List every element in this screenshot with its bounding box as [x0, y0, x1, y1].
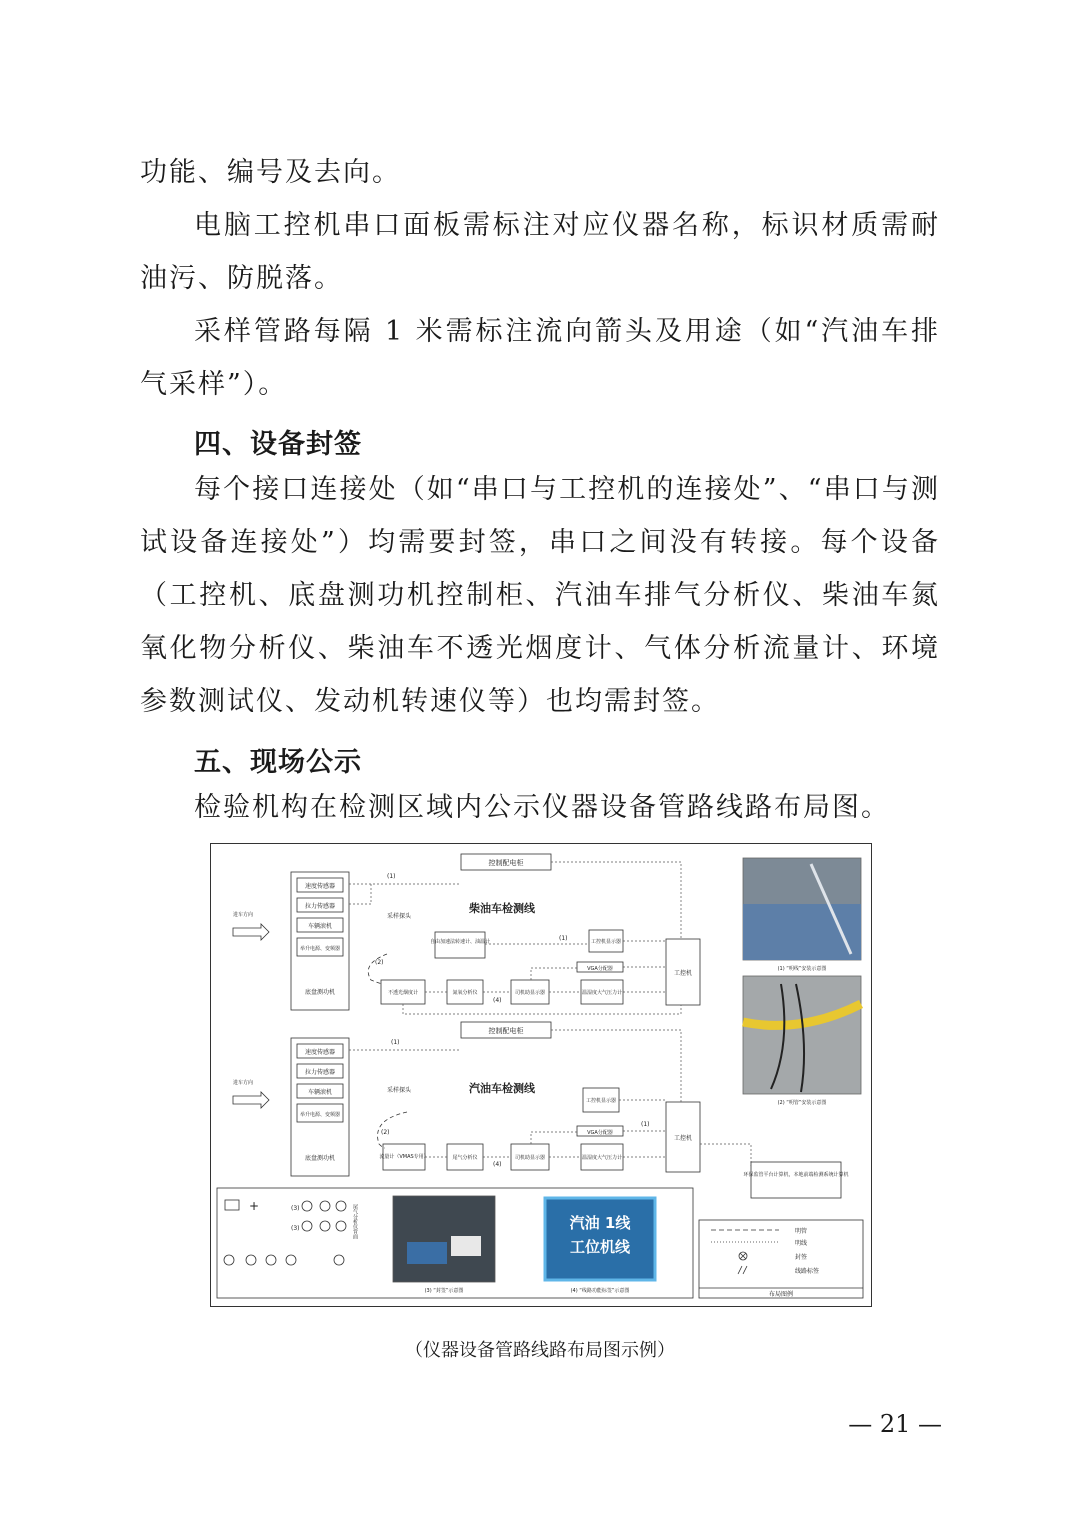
diesel-dyno-label: 底盘测功机 — [304, 989, 336, 996]
photo-caption-1: (1) “明线”安装示意图 — [777, 966, 827, 972]
legend-item-pipe: 明管 — [795, 1228, 808, 1235]
paragraph-2: 电脑工控机串口面板需标注对应仪器名称，标识材质需耐油污、防脱落。 — [140, 210, 940, 294]
gasoline-lift-power: 举升电源、变频器 — [299, 1112, 341, 1118]
legend-item-seal: 封签 — [795, 1254, 808, 1261]
layout-diagram — [211, 844, 871, 1306]
diesel-sensor-force: 拉力传感器 — [304, 903, 336, 910]
gasoline-flowmeter: 流量计（VMAS专用） — [379, 1154, 429, 1160]
panel-marker-3a: (3) — [291, 1205, 300, 1212]
gasoline-sensor-speed: 速度传感器 — [304, 1049, 336, 1056]
gasoline-direction-arrow — [233, 1092, 269, 1108]
diesel-vga: VGA分配器 — [587, 966, 613, 972]
diesel-driver-display: 司机助显示器 — [514, 990, 546, 996]
figure-caption: （仪器设备管路线路布局图示例） — [405, 1340, 675, 1361]
diesel-marker-1b: (1) — [559, 935, 568, 942]
photo-open-pipe — [743, 976, 861, 1094]
diesel-marker-4: (4) — [493, 997, 502, 1004]
sign-line-2: 工位机线 — [569, 1238, 631, 1256]
diesel-roller: 车辆滚机 — [307, 923, 333, 930]
gasoline-dyno-label: 底盘测功机 — [304, 1155, 336, 1162]
diesel-direction-label: 进车方向 — [233, 912, 254, 918]
panel-side-label: 尾气分析仪背面 — [352, 1204, 358, 1239]
legend-title: 布局图例 — [768, 1291, 794, 1298]
diesel-industrial-pc: 工控机 — [673, 970, 693, 977]
gasoline-direction-label: 进车方向 — [233, 1080, 254, 1086]
diesel-direction-arrow — [233, 924, 269, 940]
gasoline-marker-1b: (1) — [641, 1121, 650, 1128]
diesel-sensor-speed: 速度传感器 — [304, 883, 336, 890]
legend-item-tag: 线路标签 — [795, 1268, 820, 1275]
photo-caption-2: (2) “明管”安装示意图 — [777, 1100, 827, 1106]
gasoline-roller: 车辆滚机 — [307, 1089, 333, 1096]
heading-publicity: 五、现场公示 — [194, 747, 362, 778]
diesel-marker-2: (2) — [375, 959, 384, 966]
gasoline-vga: VGA分配器 — [587, 1130, 613, 1136]
legend-item-wire: 明线 — [795, 1240, 808, 1247]
gasoline-line-title: 汽油车检测线 — [469, 1082, 535, 1095]
heading-seals: 四、设备封签 — [194, 429, 362, 460]
gasoline-monitor: 工控机显示器 — [585, 1098, 617, 1104]
gasoline-sensor-force: 拉力传感器 — [304, 1069, 336, 1076]
diesel-line-title: 柴油车检测线 — [469, 902, 535, 915]
panel-marker-3b: (3) — [291, 1225, 300, 1232]
photo-caption-4: (4) “线路功能标签”示意图 — [570, 1288, 630, 1294]
diesel-lift-power: 举升电源、变频器 — [299, 946, 341, 952]
page-number: — 21 — — [848, 1410, 942, 1438]
platform-label: 环保监管平台计算机，本地前端检测系统计算机 — [743, 1172, 849, 1178]
gasoline-driver-display: 司机助显示器 — [514, 1155, 546, 1161]
diesel-probe-label: 采样探头 — [387, 913, 412, 920]
gasoline-marker-2: (2) — [381, 1129, 390, 1136]
diesel-cabinet-label: 控制配电柜 — [488, 859, 524, 867]
gasoline-marker-1: (1) — [391, 1039, 400, 1046]
layout-diagram-figure — [210, 843, 872, 1307]
diesel-smoke-meter: 不透光烟度计 — [387, 990, 419, 996]
paragraph-4: 每个接口连接处（如“串口与工控机的连接处”、“串口与测试设备连接处”）均需要封签，串口之间没有转接。每个设备（工控机、底盘测功机控制柜、汽油车排气分析仪、柴油车氮氧化物分析仪、柴油车不透光烟度计、气体分析流量计、环境参数测试仪、发动机转速仪等）也均需封签。 — [140, 474, 940, 717]
gasoline-cabinet-label: 控制配电柜 — [488, 1027, 524, 1035]
paragraph-1: 功能、编号及去向。 — [140, 157, 401, 188]
svg-text:+: + — [249, 1199, 260, 1213]
marker-1: (1) — [387, 873, 396, 880]
gasoline-marker-4: (4) — [493, 1161, 502, 1168]
diesel-monitor: 工控机显示器 — [590, 939, 622, 945]
gasoline-probe-label: 采样探头 — [387, 1087, 412, 1094]
platform-box — [751, 1162, 841, 1198]
legend-box — [699, 1220, 863, 1298]
diesel-nox-analyzer: 氮氧分析仪 — [452, 990, 478, 996]
diesel-accel-device: 自由加速法转速计、油温计 — [429, 939, 491, 945]
gasoline-analyzer: 尾气分析仪 — [452, 1155, 478, 1161]
photo-caption-3: (3) “封签”示意图 — [424, 1288, 464, 1294]
diesel-env-meter: 温湿度大气压力计 — [581, 990, 623, 996]
gasoline-industrial-pc: 工控机 — [673, 1135, 693, 1142]
paragraph-5: 检验机构在检测区域内公示仪器设备管路线路布局图。 — [194, 792, 890, 823]
gasoline-env-meter: 温湿度大气压力计 — [581, 1155, 623, 1161]
sign-line-1: 汽油 1线 — [569, 1214, 631, 1232]
paragraph-3: 采样管路每隔 1 米需标注流向箭头及用途（如“汽油车排气采样”）。 — [140, 316, 940, 400]
